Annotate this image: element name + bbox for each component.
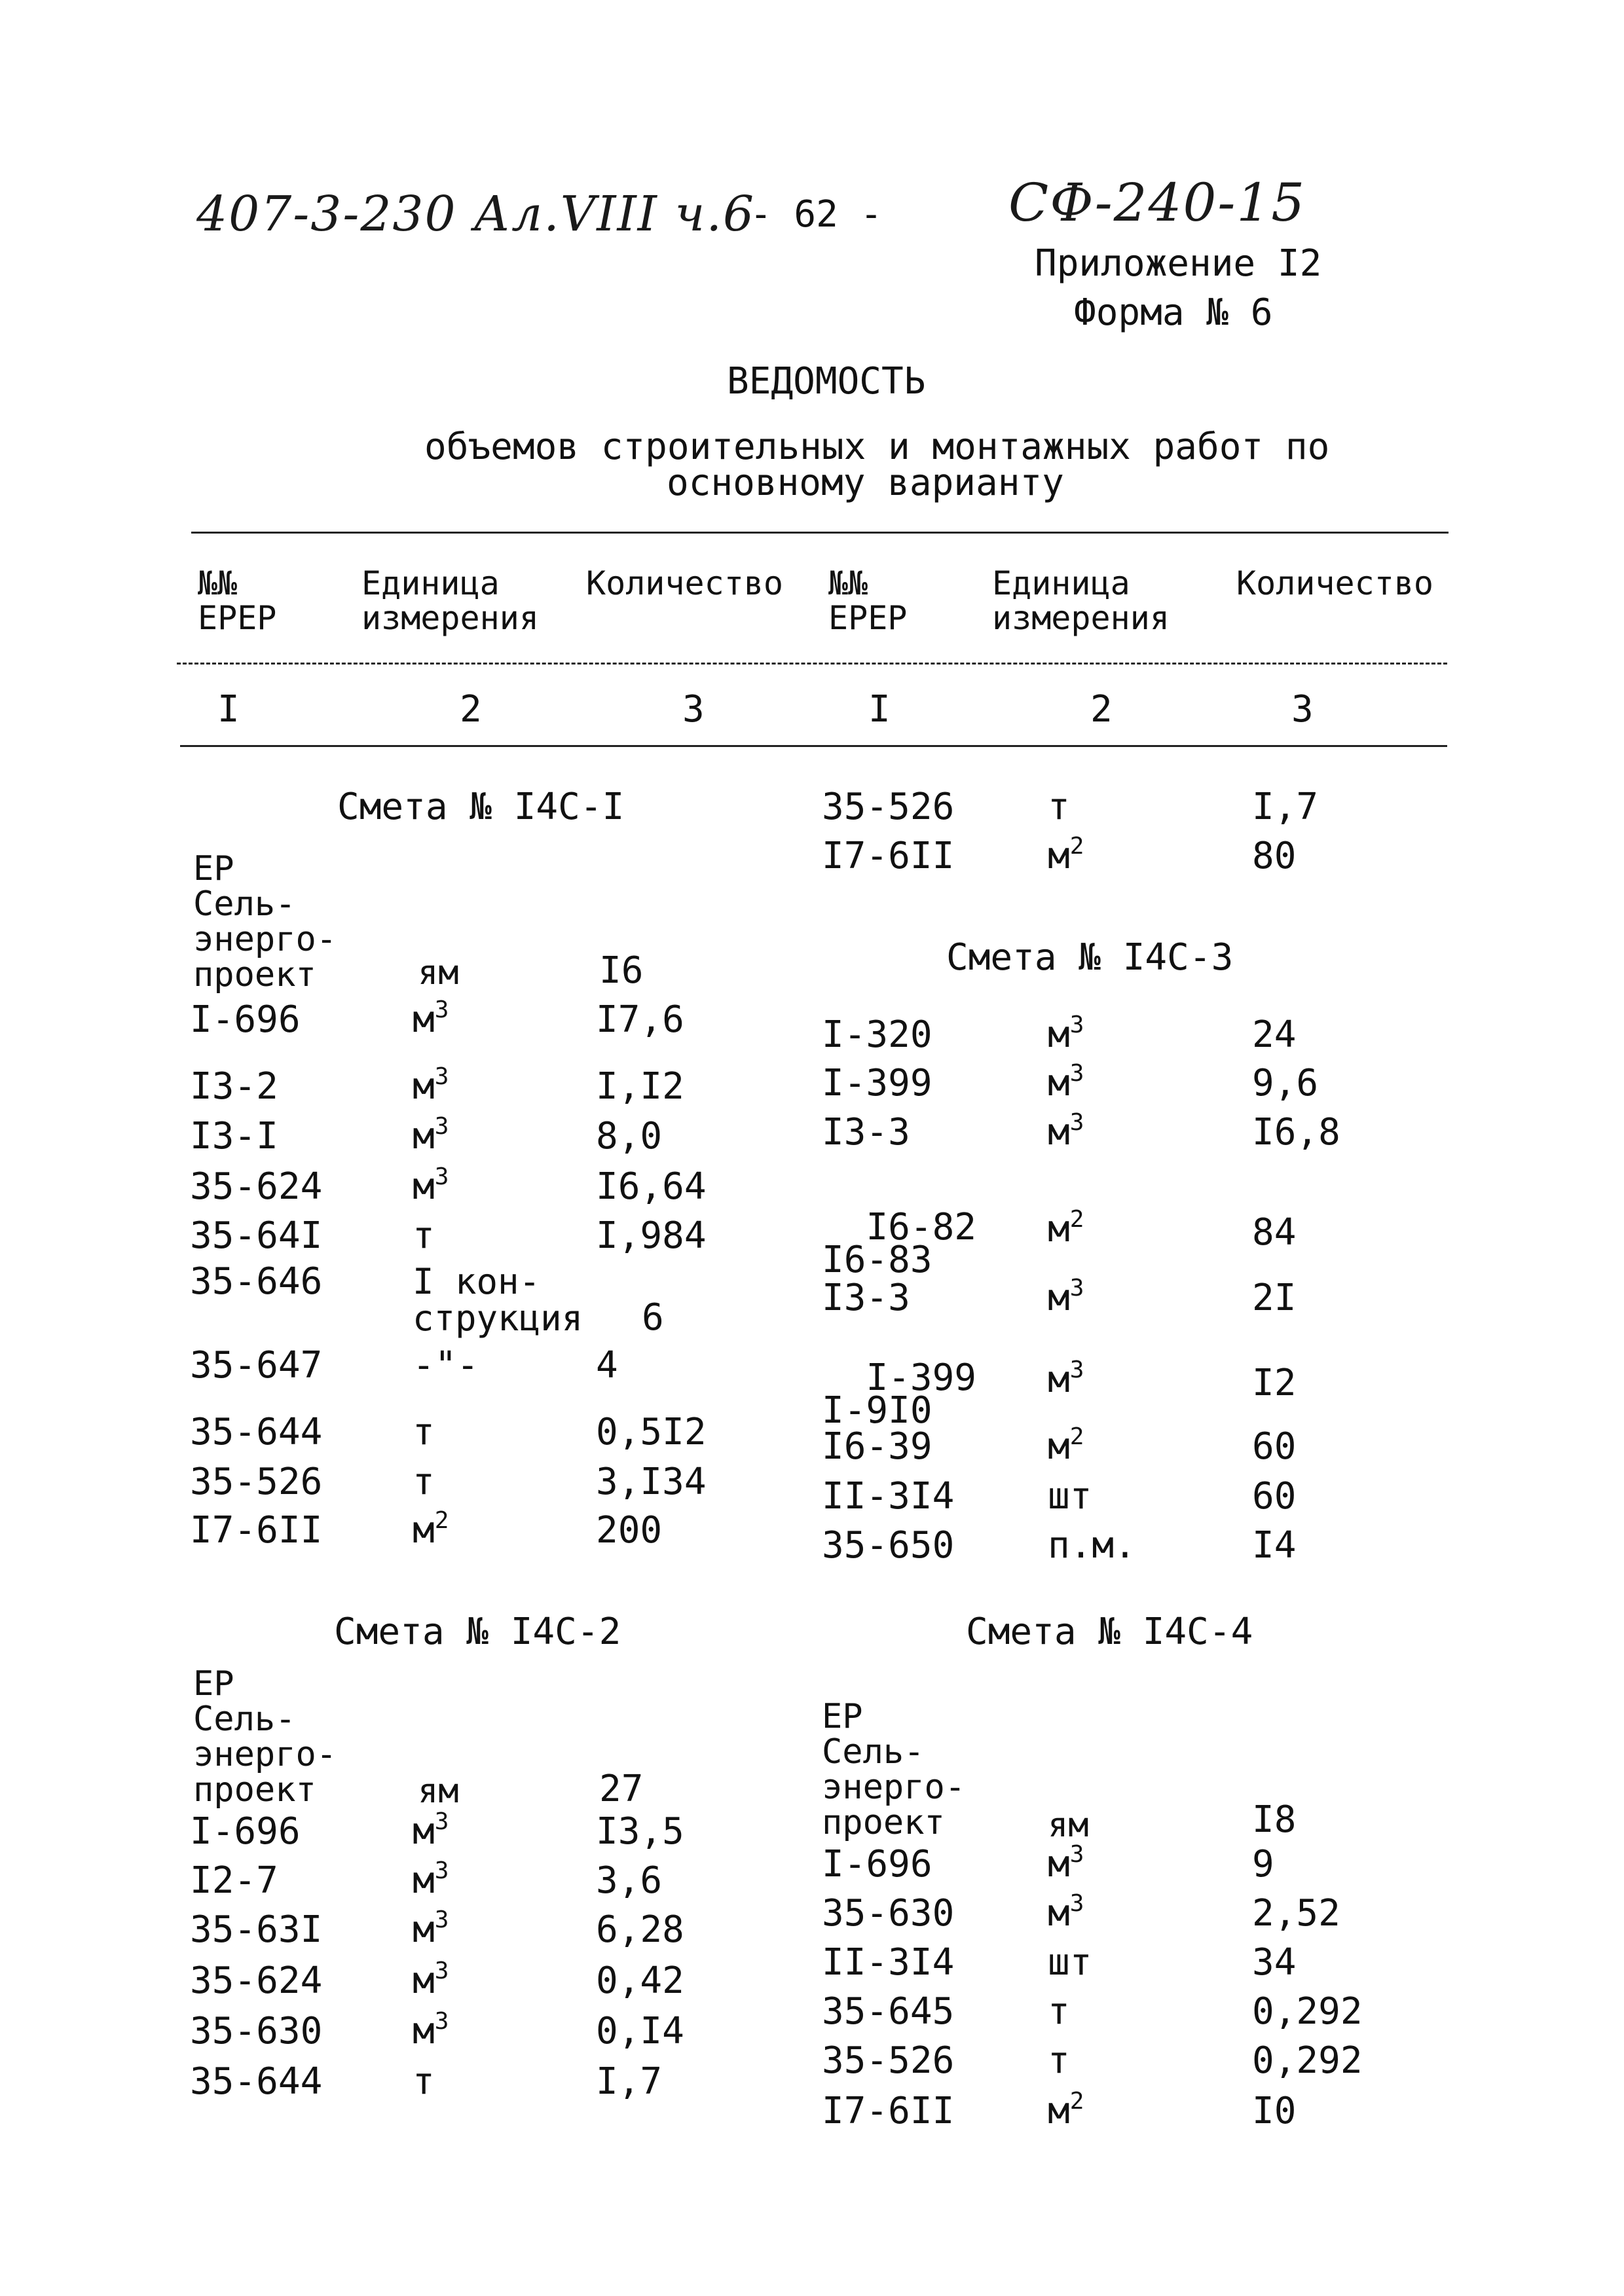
- unit-cell: ям: [418, 1772, 459, 1811]
- unit-cell: $м^2$: [1048, 1423, 1084, 1468]
- ep-code-cell: I3-3: [822, 1277, 910, 1319]
- unit-cell: $м^2$: [1048, 833, 1084, 877]
- unit-cell: ям: [418, 953, 459, 993]
- header-col-quantity-right: Количество: [1236, 564, 1434, 602]
- quantity-cell: I3,5: [596, 1810, 684, 1853]
- unit-cell: $м^2$: [1048, 1206, 1084, 1250]
- ep-code-cell: I6-39: [822, 1425, 932, 1468]
- unit-cell: $м^3$: [1048, 1109, 1084, 1154]
- quantity-cell: I6,64: [596, 1165, 707, 1208]
- ep-code-cell: I6-83: [822, 1239, 932, 1281]
- ep-code-cell: 35-63I: [190, 1908, 323, 1951]
- quantity-cell: I6,8: [1252, 1111, 1340, 1154]
- quantity-cell: 2I: [1252, 1277, 1297, 1319]
- quantity-cell: I8: [1252, 1798, 1297, 1841]
- quantity-cell: I6: [599, 949, 644, 992]
- unit-cell: I кон- струкция: [413, 1261, 583, 1339]
- unit-cell: $м^3$: [413, 1808, 449, 1853]
- unit-cell: т: [413, 2060, 435, 2103]
- quantity-cell: 0,292: [1252, 2039, 1363, 2082]
- quantity-cell: 24: [1252, 1013, 1297, 1056]
- unit-cell: т: [1048, 2039, 1070, 2082]
- ep-code-cell: I7-6II: [190, 1509, 323, 1552]
- quantity-cell: I,7: [596, 2060, 663, 2103]
- ep-code-cell: I-696: [190, 1810, 301, 1853]
- unit-cell: $м^3$: [413, 2008, 449, 2052]
- ep-code-cell: 35-644: [190, 2060, 323, 2103]
- unit-cell: $м^3$: [1048, 1841, 1084, 1886]
- ep-code-cell: 35-630: [190, 2010, 323, 2052]
- unit-cell: $м^3$: [1048, 1890, 1084, 1935]
- ep-code-cell: 35-624: [190, 1959, 323, 2002]
- ep-code-pair: [822, 1178, 977, 1281]
- quantity-cell: I,I2: [596, 1065, 684, 1108]
- ep-code-cell: I6-82: [866, 1206, 977, 1248]
- ep-code-cell: I-399: [866, 1357, 977, 1399]
- quantity-cell: 6: [642, 1296, 664, 1339]
- document-subtitle-line2: основному варианту: [667, 462, 1064, 504]
- ep-code-cell: 35-647: [190, 1344, 323, 1387]
- header-col-ep-number-left: №№ ЕРЕР: [198, 564, 277, 637]
- quantity-cell: I,984: [596, 1214, 707, 1257]
- ep-code-cell: 35-624: [190, 1165, 323, 1208]
- quantity-cell: 9,6: [1252, 1062, 1319, 1104]
- header-col-quantity-left: Количество: [586, 564, 784, 602]
- document-title: ВЕДОМОСТЬ: [727, 360, 926, 403]
- smeta-title: Смета № I4C-I: [337, 786, 625, 828]
- header-divider-rule: [177, 663, 1447, 665]
- quantity-cell: 0,42: [596, 1959, 684, 2002]
- quantity-cell: 9: [1252, 1843, 1274, 1886]
- organization-label: ЕР Сель- энерго- проект: [193, 1664, 337, 1810]
- page-number: - 62 -: [750, 193, 883, 236]
- quantity-cell: 60: [1252, 1425, 1297, 1468]
- unit-cell: т: [413, 1411, 435, 1453]
- quantity-cell: 0,I4: [596, 2010, 684, 2052]
- quantity-cell: 3,6: [596, 1859, 663, 1902]
- quantity-cell: I0: [1252, 2090, 1297, 2132]
- organization-label: ЕР Сель- энерго- проект: [193, 849, 337, 994]
- ep-code-cell: I-399: [822, 1062, 932, 1104]
- unit-cell: $м^3$: [1048, 1275, 1084, 1319]
- ep-code-cell: 35-645: [822, 1990, 955, 2033]
- ep-code-cell: I3-2: [190, 1065, 278, 1108]
- unit-cell: т: [1048, 786, 1070, 828]
- quantity-cell: I4: [1252, 1524, 1297, 1567]
- ep-code-cell: I-696: [190, 998, 301, 1041]
- table-top-rule: [191, 532, 1449, 534]
- unit-cell: $м^3$: [413, 1063, 449, 1108]
- quantity-cell: I2: [1252, 1362, 1297, 1404]
- column-number-1: I: [217, 688, 240, 731]
- ep-code-cell: I-696: [822, 1843, 932, 1886]
- smeta-title: Смета № I4C-2: [334, 1611, 621, 1653]
- unit-cell: $м^3$: [1048, 1357, 1084, 1401]
- quantity-cell: I,7: [1252, 786, 1319, 828]
- document-code: 407-3-230 Ал.VIII ч.6: [196, 186, 756, 242]
- unit-cell: $м^3$: [413, 1906, 449, 1951]
- column-number-2: 2: [460, 688, 482, 731]
- column-number-5: 2: [1090, 688, 1113, 731]
- unit-cell: т: [1048, 1990, 1070, 2033]
- unit-cell: $м^3$: [413, 1113, 449, 1157]
- header-col-ep-number-right: №№ ЕРЕР: [828, 564, 908, 637]
- unit-cell: ям: [1048, 1806, 1089, 1845]
- appendix-label: Приложение I2: [1035, 242, 1322, 285]
- quantity-cell: 27: [599, 1768, 644, 1810]
- quantity-cell: 200: [596, 1509, 663, 1552]
- ep-code-cell: 35-644: [190, 1411, 323, 1453]
- header-col-unit-right: Единица измерения: [992, 564, 1170, 637]
- unit-cell: т: [413, 1461, 435, 1503]
- unit-cell: $м^3$: [413, 1857, 449, 1902]
- unit-cell: $м^3$: [1048, 1060, 1084, 1104]
- ep-code-cell: I7-6II: [822, 2090, 955, 2132]
- smeta-title: Смета № I4C-3: [946, 936, 1234, 979]
- ep-code-cell: I-9I0: [822, 1389, 932, 1432]
- quantity-cell: 8,0: [596, 1115, 663, 1157]
- column-number-4: I: [868, 688, 891, 731]
- ep-code-cell: 35-646: [190, 1260, 323, 1303]
- unit-cell: шт: [1048, 1941, 1092, 1984]
- quantity-cell: 34: [1252, 1941, 1297, 1984]
- ep-code-cell: I2-7: [190, 1859, 278, 1902]
- unit-cell: $м^3$: [413, 1163, 449, 1208]
- smeta-title: Смета № I4C-4: [966, 1611, 1253, 1653]
- quantity-cell: I7,6: [596, 998, 684, 1041]
- ep-code-cell: 35-630: [822, 1892, 955, 1935]
- ep-code-cell: II-3I4: [822, 1475, 955, 1518]
- table-body-rule: [180, 745, 1447, 747]
- ep-code-cell: I3-3: [822, 1111, 910, 1154]
- document-subtitle-line1: объемов строительных и монтажных работ по: [424, 426, 1330, 468]
- organization-label: ЕР Сель- энерго- проект: [822, 1697, 966, 1842]
- column-number-6: 3: [1291, 688, 1314, 731]
- unit-cell: $м^3$: [1048, 1011, 1084, 1056]
- column-number-3: 3: [682, 688, 705, 731]
- unit-cell: $м^2$: [1048, 2088, 1084, 2132]
- quantity-cell: 0,5I2: [596, 1411, 707, 1453]
- ep-code-cell: 35-64I: [190, 1214, 323, 1257]
- unit-cell: $м^2$: [413, 1507, 449, 1552]
- unit-cell: $м^3$: [413, 1958, 449, 2002]
- quantity-cell: 60: [1252, 1475, 1297, 1518]
- ep-code-cell: I3-I: [190, 1115, 278, 1157]
- ep-code-cell: I-320: [822, 1013, 932, 1056]
- form-label: Форма № 6: [1074, 291, 1273, 334]
- quantity-cell: 6,28: [596, 1908, 684, 1951]
- unit-cell: $м^3$: [413, 996, 449, 1041]
- ep-code-cell: 35-526: [822, 786, 955, 828]
- ep-code-cell: 35-526: [190, 1461, 323, 1503]
- quantity-cell: 80: [1252, 835, 1297, 877]
- ep-code-cell: I7-6II: [822, 835, 955, 877]
- ep-code-cell: 35-650: [822, 1524, 955, 1567]
- quantity-cell: 84: [1252, 1211, 1297, 1254]
- header-col-unit-left: Единица измерения: [361, 564, 539, 637]
- quantity-cell: 4: [596, 1344, 618, 1387]
- unit-cell: шт: [1048, 1475, 1092, 1518]
- quantity-cell: 2,52: [1252, 1892, 1340, 1935]
- quantity-cell: 3,I34: [596, 1461, 707, 1503]
- quantity-cell: 0,292: [1252, 1990, 1363, 2033]
- ep-code-cell: 35-526: [822, 2039, 955, 2082]
- ep-code-cell: II-3I4: [822, 1941, 955, 1984]
- ep-code-pair: [822, 1329, 977, 1432]
- unit-cell: т: [413, 1214, 435, 1257]
- stamp-code: СФ-240-15: [1008, 172, 1306, 233]
- unit-cell: п.м.: [1048, 1524, 1136, 1567]
- unit-cell: -"-: [413, 1344, 479, 1387]
